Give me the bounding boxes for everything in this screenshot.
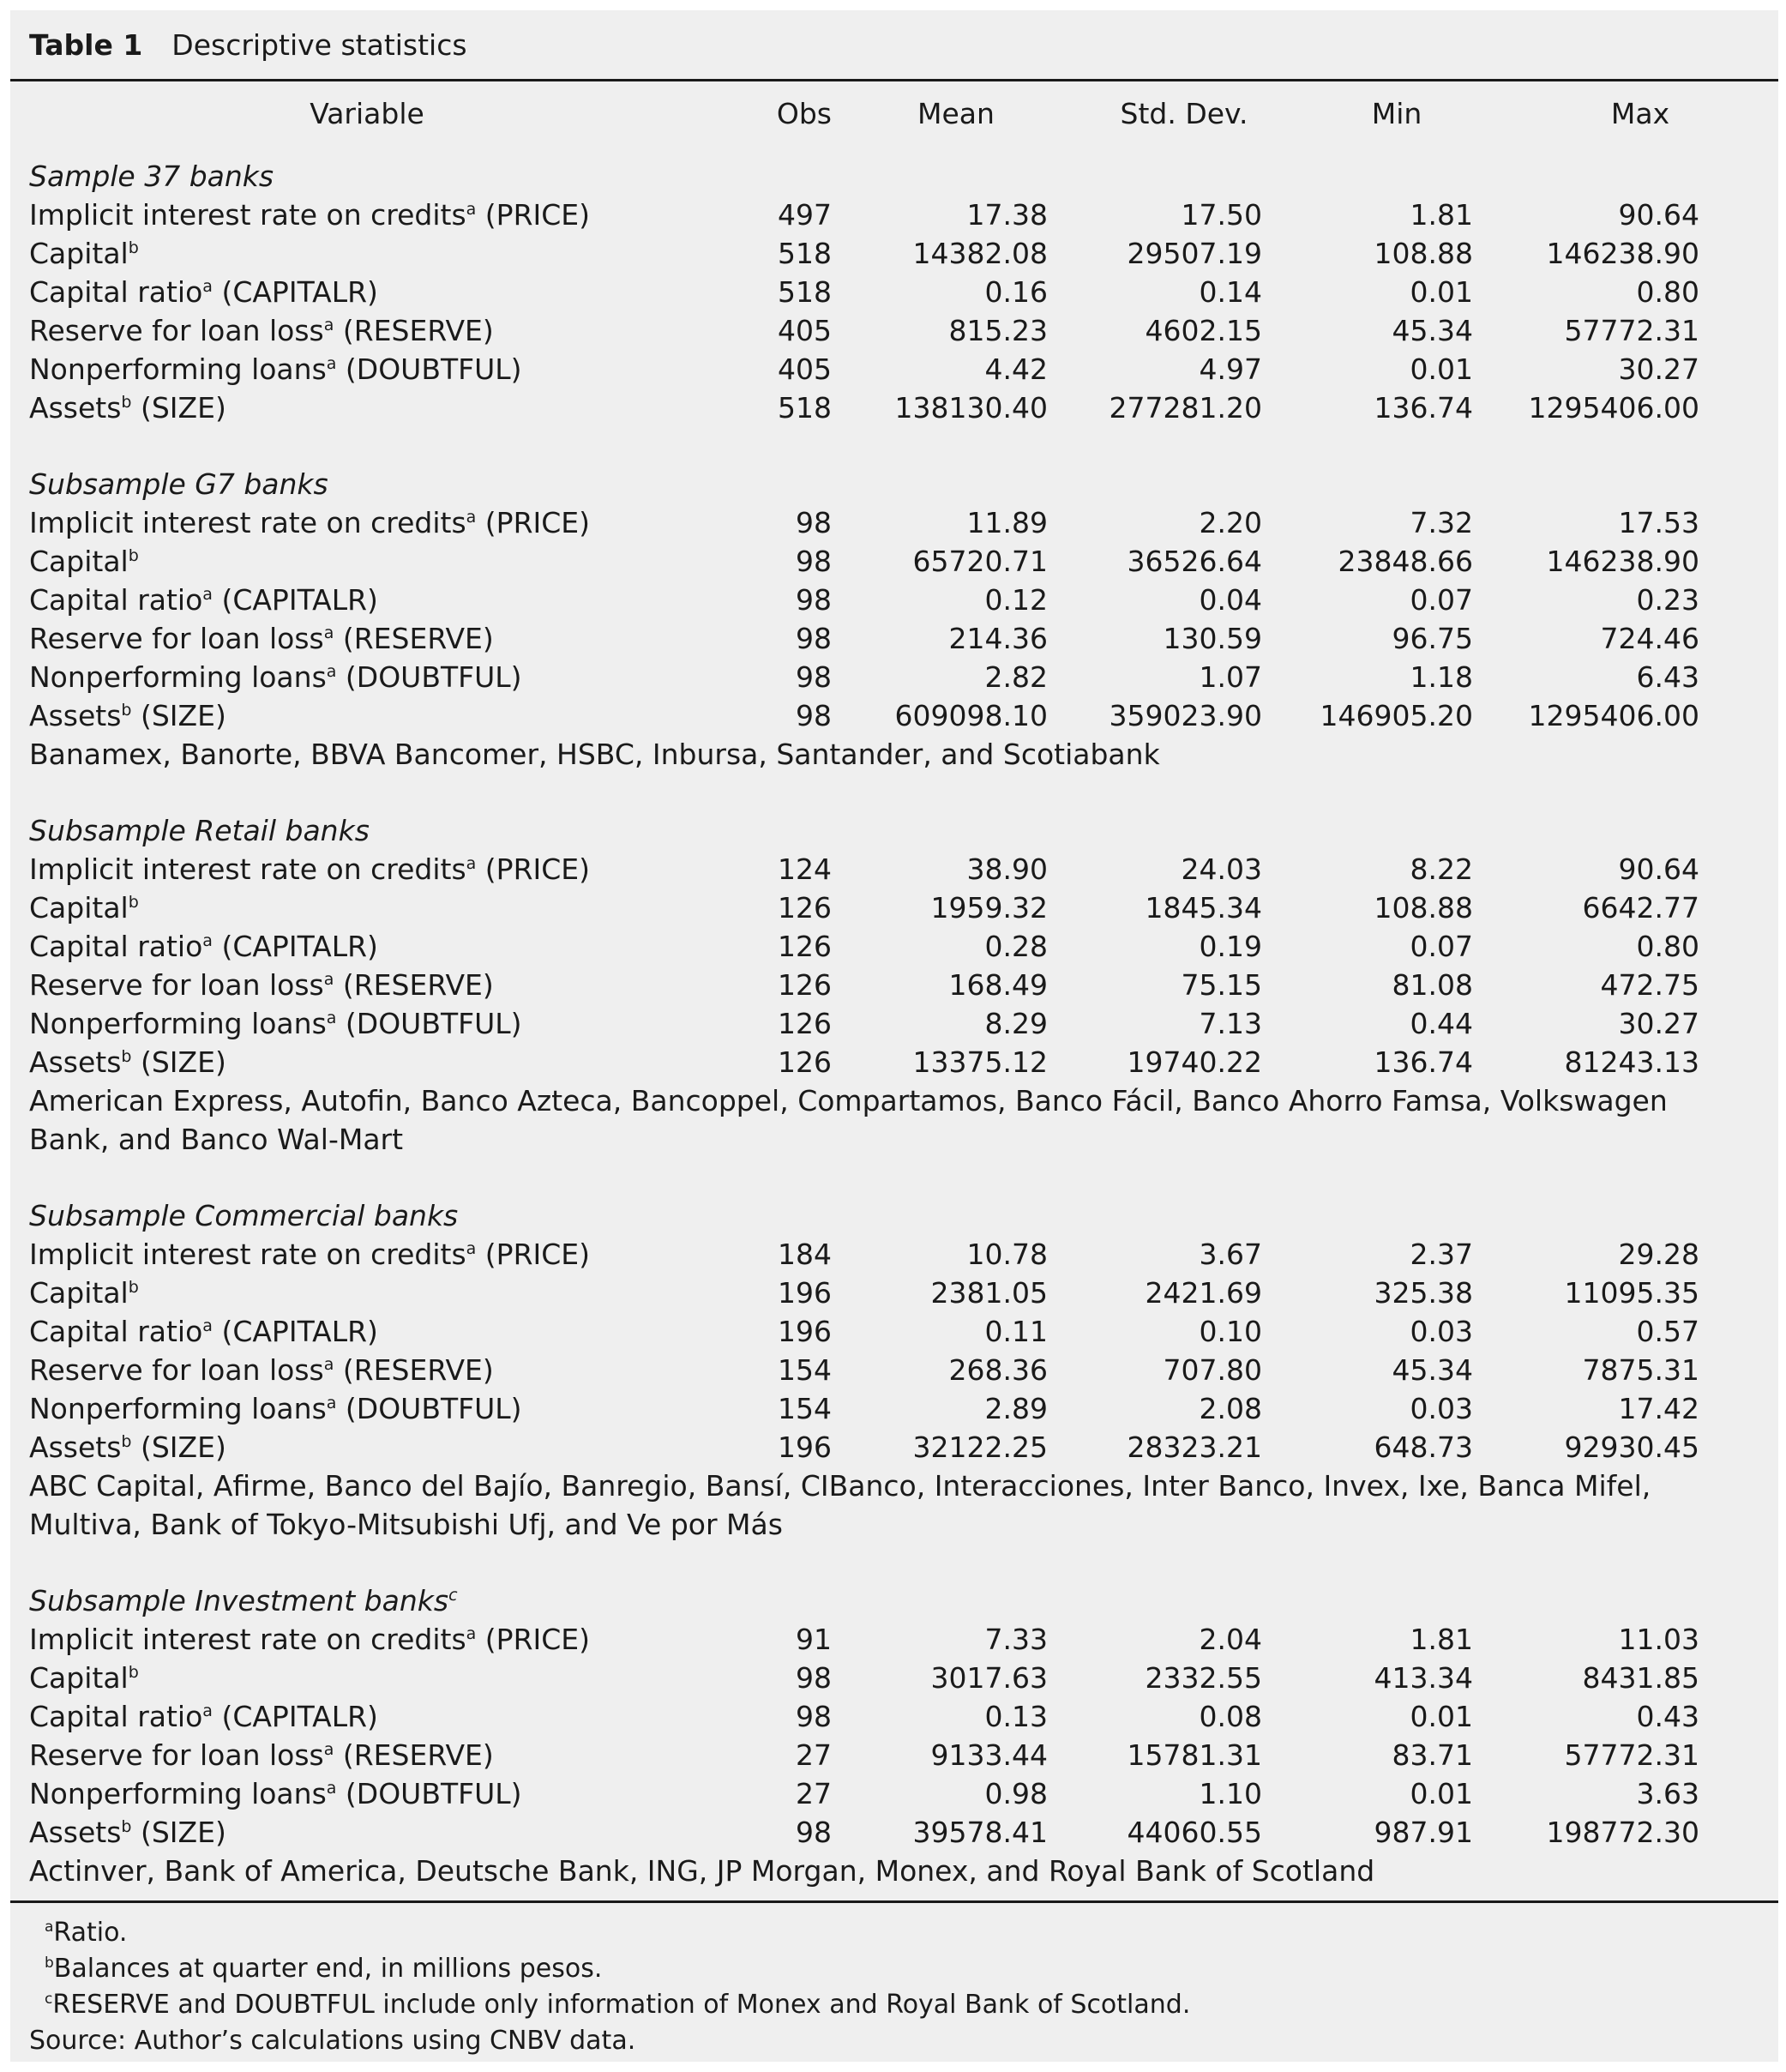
table-caption (10, 10, 1778, 79)
section-title: Subsample Retail banks (29, 814, 370, 847)
max-cell: 6.43 (1636, 660, 1699, 694)
obs-cell: 98 (796, 622, 832, 655)
table-row (10, 1620, 1778, 1659)
mean-cell: 4.42 (984, 352, 1048, 386)
variable-cell: Assets$^b$ (SIZE) (29, 1431, 226, 1464)
std-dev-cell: 19740.22 (1127, 1045, 1262, 1079)
mean-cell: 138130.40 (894, 391, 1048, 425)
max-cell: 0.80 (1636, 275, 1699, 309)
header-max: Max (1610, 96, 1670, 130)
obs-cell: 126 (778, 891, 832, 925)
mean-cell: 609098.10 (894, 699, 1048, 732)
mean-cell: 1959.32 (930, 891, 1048, 925)
min-cell: 23848.66 (1338, 545, 1473, 578)
header-obs: Obs (776, 96, 832, 130)
table-row (10, 1274, 1778, 1312)
spacer-row (10, 1159, 1778, 1196)
table-row (10, 658, 1778, 696)
table-row (10, 1235, 1778, 1274)
max-cell: 29.28 (1618, 1238, 1699, 1271)
table-title: Descriptive statistics (171, 27, 467, 62)
max-cell: 11.03 (1618, 1623, 1699, 1656)
section-title-row (10, 1196, 1778, 1235)
section-title: Subsample G7 banks (29, 467, 328, 501)
variable-cell: Nonperforming loans$^a$ (DOUBTFUL) (29, 352, 522, 386)
mean-cell: 17.38 (966, 198, 1048, 232)
section-title: Subsample Commercial banks (29, 1199, 459, 1232)
min-cell: 45.34 (1392, 314, 1473, 347)
mean-cell: 10.78 (966, 1238, 1048, 1271)
table-row (10, 1736, 1778, 1774)
mean-cell: 11.89 (966, 506, 1048, 539)
bank-list: Banamex, Banorte, BBVA Bancomer, HSBC, Inbursa, Santander, and Scotiabank (29, 738, 1160, 771)
variable-cell: Reserve for loan loss$^a$ (RESERVE) (29, 968, 494, 1002)
footnotes (10, 1900, 1778, 2059)
variable-cell: Capital$^b$ (29, 545, 139, 578)
max-cell: 7875.31 (1582, 1353, 1699, 1387)
min-cell: 648.73 (1374, 1431, 1473, 1464)
min-cell: 108.88 (1374, 891, 1473, 925)
min-cell: 1.81 (1410, 198, 1473, 232)
max-cell: 90.64 (1618, 852, 1699, 886)
mean-cell: 8.29 (984, 1007, 1048, 1040)
mean-cell: 3017.63 (930, 1661, 1048, 1695)
obs-cell: 98 (796, 1661, 832, 1695)
table-row (10, 503, 1778, 542)
min-cell: 45.34 (1392, 1353, 1473, 1387)
max-cell: 146238.90 (1546, 237, 1699, 270)
table-row (10, 542, 1778, 581)
max-cell: 17.42 (1618, 1392, 1699, 1425)
obs-cell: 98 (796, 506, 832, 539)
obs-cell: 126 (778, 968, 832, 1002)
table-row (10, 581, 1778, 619)
table-label: Table 1 (29, 27, 143, 62)
variable-cell: Assets$^b$ (SIZE) (29, 1045, 226, 1079)
max-cell: 57772.31 (1564, 314, 1699, 347)
table-row (10, 619, 1778, 658)
variable-cell: Nonperforming loans$^a$ (DOUBTFUL) (29, 1007, 522, 1040)
table-row (10, 1004, 1778, 1043)
max-cell: 30.27 (1618, 1007, 1699, 1040)
variable-cell: Implicit interest rate on credits$^a$ (PRICE) (29, 1623, 591, 1656)
min-cell: 1.81 (1410, 1623, 1473, 1656)
table-row (10, 350, 1778, 388)
max-cell: 0.80 (1636, 930, 1699, 963)
obs-cell: 27 (796, 1777, 832, 1810)
min-cell: 1.18 (1410, 660, 1473, 694)
variable-cell: Implicit interest rate on credits$^a$ (PRICE) (29, 198, 591, 232)
obs-cell: 196 (778, 1431, 832, 1464)
table-row (10, 1659, 1778, 1697)
min-cell: 0.01 (1410, 1777, 1473, 1810)
std-dev-cell: 29507.19 (1127, 237, 1262, 270)
variable-cell: Reserve for loan loss$^a$ (RESERVE) (29, 1353, 494, 1387)
min-cell: 325.38 (1374, 1276, 1473, 1310)
mean-cell: 13375.12 (912, 1045, 1048, 1079)
obs-cell: 126 (778, 1045, 832, 1079)
spacer-row (10, 1544, 1778, 1581)
bank-list-row (10, 1081, 1778, 1159)
obs-cell: 98 (796, 545, 832, 578)
max-cell: 472.75 (1600, 968, 1699, 1002)
std-dev-cell: 1.10 (1199, 1777, 1262, 1810)
header-min: Min (1371, 96, 1422, 130)
obs-cell: 98 (796, 660, 832, 694)
variable-cell: Capital ratio$^a$ (CAPITALR) (29, 583, 378, 617)
section-title-row (10, 811, 1778, 850)
table-row (10, 273, 1778, 311)
table-row (10, 1389, 1778, 1428)
obs-cell: 98 (796, 1816, 832, 1849)
mean-cell: 0.28 (984, 930, 1048, 963)
mean-cell: 39578.41 (912, 1816, 1048, 1849)
max-cell: 198772.30 (1546, 1816, 1699, 1849)
variable-cell: Reserve for loan loss$^a$ (RESERVE) (29, 314, 494, 347)
header-mean: Mean (917, 96, 995, 130)
header-row (10, 81, 1778, 145)
variable-cell: Implicit interest rate on credits$^a$ (PRICE) (29, 506, 591, 539)
mean-cell: 38.90 (966, 852, 1048, 886)
bank-list: ABC Capital, Afirme, Banco del Bajío, Banregio, Bansí, CIBanco, Interacciones, Inter Banco, Invex, Ixe, Banca Mifel, Multiva, Bank of Tokyo-Mitsubishi Ufj, and Ve por Más (29, 1469, 1651, 1541)
min-cell: 413.34 (1374, 1661, 1473, 1695)
min-cell: 0.03 (1410, 1392, 1473, 1425)
mean-cell: 815.23 (948, 314, 1048, 347)
obs-cell: 27 (796, 1738, 832, 1772)
section-title: Sample 37 banks (29, 160, 274, 193)
std-dev-cell: 7.13 (1199, 1007, 1262, 1040)
variable-cell: Assets$^b$ (SIZE) (29, 699, 226, 732)
table-row (10, 1351, 1778, 1389)
header-std-dev: Std. Dev. (1120, 96, 1248, 130)
min-cell: 108.88 (1374, 237, 1473, 270)
section-title-row (10, 157, 1778, 196)
obs-cell: 154 (778, 1353, 832, 1387)
obs-cell: 126 (778, 930, 832, 963)
obs-cell: 98 (796, 583, 832, 617)
table-frame (10, 10, 1778, 2062)
variable-cell: Nonperforming loans$^a$ (DOUBTFUL) (29, 1777, 522, 1810)
min-cell: 146905.20 (1320, 699, 1473, 732)
spacer-row (10, 427, 1778, 465)
std-dev-cell: 4.97 (1199, 352, 1262, 386)
mean-cell: 14382.08 (912, 237, 1048, 270)
mean-cell: 65720.71 (912, 545, 1048, 578)
std-dev-cell: 0.10 (1199, 1315, 1262, 1348)
mean-cell: 0.98 (984, 1777, 1048, 1810)
mean-cell: 2.82 (984, 660, 1048, 694)
obs-cell: 154 (778, 1392, 832, 1425)
max-cell: 6642.77 (1582, 891, 1699, 925)
std-dev-cell: 707.80 (1163, 1353, 1262, 1387)
spacer-row (10, 774, 1778, 811)
stats-table (10, 81, 1778, 1890)
table-row (10, 1428, 1778, 1467)
max-cell: 724.46 (1600, 622, 1699, 655)
std-dev-cell: 24.03 (1181, 852, 1262, 886)
min-cell: 136.74 (1374, 391, 1473, 425)
std-dev-cell: 75.15 (1181, 968, 1262, 1002)
bank-list-row (10, 735, 1778, 774)
std-dev-cell: 44060.55 (1127, 1816, 1262, 1849)
table-body (10, 145, 1778, 1890)
obs-cell: 518 (778, 237, 832, 270)
obs-cell: 98 (796, 1700, 832, 1733)
max-cell: 57772.31 (1564, 1738, 1699, 1772)
std-dev-cell: 2332.55 (1145, 1661, 1262, 1695)
std-dev-cell: 15781.31 (1127, 1738, 1262, 1772)
table-row (10, 1813, 1778, 1852)
std-dev-cell: 2.20 (1199, 506, 1262, 539)
mean-cell: 2381.05 (930, 1276, 1048, 1310)
obs-cell: 184 (778, 1238, 832, 1271)
table-row (10, 388, 1778, 427)
std-dev-cell: 2421.69 (1145, 1276, 1262, 1310)
mean-cell: 268.36 (948, 1353, 1048, 1387)
mean-cell: 0.13 (984, 1700, 1048, 1733)
table-row (10, 966, 1778, 1004)
obs-cell: 497 (778, 198, 832, 232)
max-cell: 8431.85 (1582, 1661, 1699, 1695)
bank-list-row (10, 1467, 1778, 1544)
max-cell: 17.53 (1618, 506, 1699, 539)
min-cell: 0.07 (1410, 930, 1473, 963)
variable-cell: Reserve for loan loss$^a$ (RESERVE) (29, 1738, 494, 1772)
min-cell: 81.08 (1392, 968, 1473, 1002)
std-dev-cell: 4602.15 (1145, 314, 1262, 347)
max-cell: 0.43 (1636, 1700, 1699, 1733)
max-cell: 90.64 (1618, 198, 1699, 232)
table-row (10, 234, 1778, 273)
table-row (10, 1312, 1778, 1351)
footnote-a: $^a$Ratio. (45, 1918, 128, 1948)
obs-cell: 405 (778, 352, 832, 386)
min-cell: 7.32 (1410, 506, 1473, 539)
min-cell: 0.01 (1410, 275, 1473, 309)
variable-cell: Nonperforming loans$^a$ (DOUBTFUL) (29, 1392, 522, 1425)
mean-cell: 9133.44 (930, 1738, 1048, 1772)
std-dev-cell: 2.08 (1199, 1392, 1262, 1425)
section-title: Subsample Investment banks$^c$ (29, 1584, 458, 1617)
std-dev-cell: 1.07 (1199, 660, 1262, 694)
mean-cell: 168.49 (948, 968, 1048, 1002)
bank-list: Actinver, Bank of America, Deutsche Bank, ING, JP Morgan, Monex, and Royal Bank of Scotland (29, 1854, 1375, 1888)
obs-cell: 126 (778, 1007, 832, 1040)
max-cell: 1295406.00 (1528, 699, 1699, 732)
max-cell: 0.23 (1636, 583, 1699, 617)
std-dev-cell: 1845.34 (1145, 891, 1262, 925)
variable-cell: Capital$^b$ (29, 237, 139, 270)
std-dev-cell: 0.08 (1199, 1700, 1262, 1733)
max-cell: 11095.35 (1564, 1276, 1699, 1310)
table-row (10, 888, 1778, 927)
obs-cell: 196 (778, 1315, 832, 1348)
obs-cell: 91 (796, 1623, 832, 1656)
variable-cell: Capital ratio$^a$ (CAPITALR) (29, 1700, 378, 1733)
max-cell: 146238.90 (1546, 545, 1699, 578)
table-row (10, 696, 1778, 735)
min-cell: 0.07 (1410, 583, 1473, 617)
std-dev-cell: 0.19 (1199, 930, 1262, 963)
footnote-c: $^c$RESERVE and DOUBTFUL include only information of Monex and Royal Bank of Scotland. (45, 1990, 1191, 2020)
std-dev-cell: 0.14 (1199, 275, 1262, 309)
std-dev-cell: 0.04 (1199, 583, 1262, 617)
min-cell: 0.01 (1410, 1700, 1473, 1733)
max-cell: 0.57 (1636, 1315, 1699, 1348)
max-cell: 81243.13 (1564, 1045, 1699, 1079)
std-dev-cell: 3.67 (1199, 1238, 1262, 1271)
std-dev-cell: 17.50 (1181, 198, 1262, 232)
variable-cell: Implicit interest rate on credits$^a$ (PRICE) (29, 852, 591, 886)
std-dev-cell: 36526.64 (1127, 545, 1262, 578)
variable-cell: Capital$^b$ (29, 891, 139, 925)
max-cell: 1295406.00 (1528, 391, 1699, 425)
table-row (10, 1697, 1778, 1736)
std-dev-cell: 130.59 (1163, 622, 1262, 655)
variable-cell: Assets$^b$ (SIZE) (29, 391, 226, 425)
section-title-row (10, 1581, 1778, 1620)
mean-cell: 2.89 (984, 1392, 1048, 1425)
std-dev-cell: 2.04 (1199, 1623, 1262, 1656)
source-note: Source: Author’s calculations using CNBV data. (29, 2026, 636, 2056)
variable-cell: Capital$^b$ (29, 1661, 139, 1695)
max-cell: 3.63 (1636, 1777, 1699, 1810)
header-variable: Variable (310, 96, 424, 130)
variable-cell: Capital$^b$ (29, 1276, 139, 1310)
variable-cell: Reserve for loan loss$^a$ (RESERVE) (29, 622, 494, 655)
mean-cell: 0.11 (984, 1315, 1048, 1348)
section-title-row (10, 465, 1778, 503)
table-row (10, 311, 1778, 350)
min-cell: 987.91 (1374, 1816, 1473, 1849)
footnote-b: $^b$Balances at quarter end, in millions pesos. (45, 1954, 603, 1984)
min-cell: 136.74 (1374, 1045, 1473, 1079)
min-cell: 0.03 (1410, 1315, 1473, 1348)
obs-cell: 98 (796, 699, 832, 732)
std-dev-cell: 28323.21 (1127, 1431, 1262, 1464)
spacer-row (10, 145, 1778, 157)
min-cell: 0.44 (1410, 1007, 1473, 1040)
obs-cell: 518 (778, 391, 832, 425)
obs-cell: 518 (778, 275, 832, 309)
bank-list: American Express, Autofin, Banco Azteca, Bancoppel, Compartamos, Banco Fácil, Banco Ahorro Famsa, Volkswagen Bank, and Banco Wal-Mart (29, 1084, 1668, 1156)
min-cell: 96.75 (1392, 622, 1473, 655)
max-cell: 30.27 (1618, 352, 1699, 386)
table-row (10, 927, 1778, 966)
variable-cell: Assets$^b$ (SIZE) (29, 1816, 226, 1849)
mean-cell: 32122.25 (912, 1431, 1048, 1464)
std-dev-cell: 277281.20 (1109, 391, 1262, 425)
obs-cell: 196 (778, 1276, 832, 1310)
min-cell: 0.01 (1410, 352, 1473, 386)
bank-list-row (10, 1852, 1778, 1890)
table-row (10, 196, 1778, 234)
mean-cell: 0.16 (984, 275, 1048, 309)
table-row (10, 1043, 1778, 1081)
min-cell: 2.37 (1410, 1238, 1473, 1271)
variable-cell: Implicit interest rate on credits$^a$ (PRICE) (29, 1238, 591, 1271)
variable-cell: Capital ratio$^a$ (CAPITALR) (29, 930, 378, 963)
obs-cell: 124 (778, 852, 832, 886)
obs-cell: 405 (778, 314, 832, 347)
min-cell: 8.22 (1410, 852, 1473, 886)
max-cell: 92930.45 (1564, 1431, 1699, 1464)
mean-cell: 7.33 (984, 1623, 1048, 1656)
variable-cell: Capital ratio$^a$ (CAPITALR) (29, 1315, 378, 1348)
variable-cell: Nonperforming loans$^a$ (DOUBTFUL) (29, 660, 522, 694)
table-row (10, 1774, 1778, 1813)
min-cell: 83.71 (1392, 1738, 1473, 1772)
std-dev-cell: 359023.90 (1109, 699, 1262, 732)
mean-cell: 214.36 (948, 622, 1048, 655)
mean-cell: 0.12 (984, 583, 1048, 617)
table-row (10, 850, 1778, 888)
variable-cell: Capital ratio$^a$ (CAPITALR) (29, 275, 378, 309)
